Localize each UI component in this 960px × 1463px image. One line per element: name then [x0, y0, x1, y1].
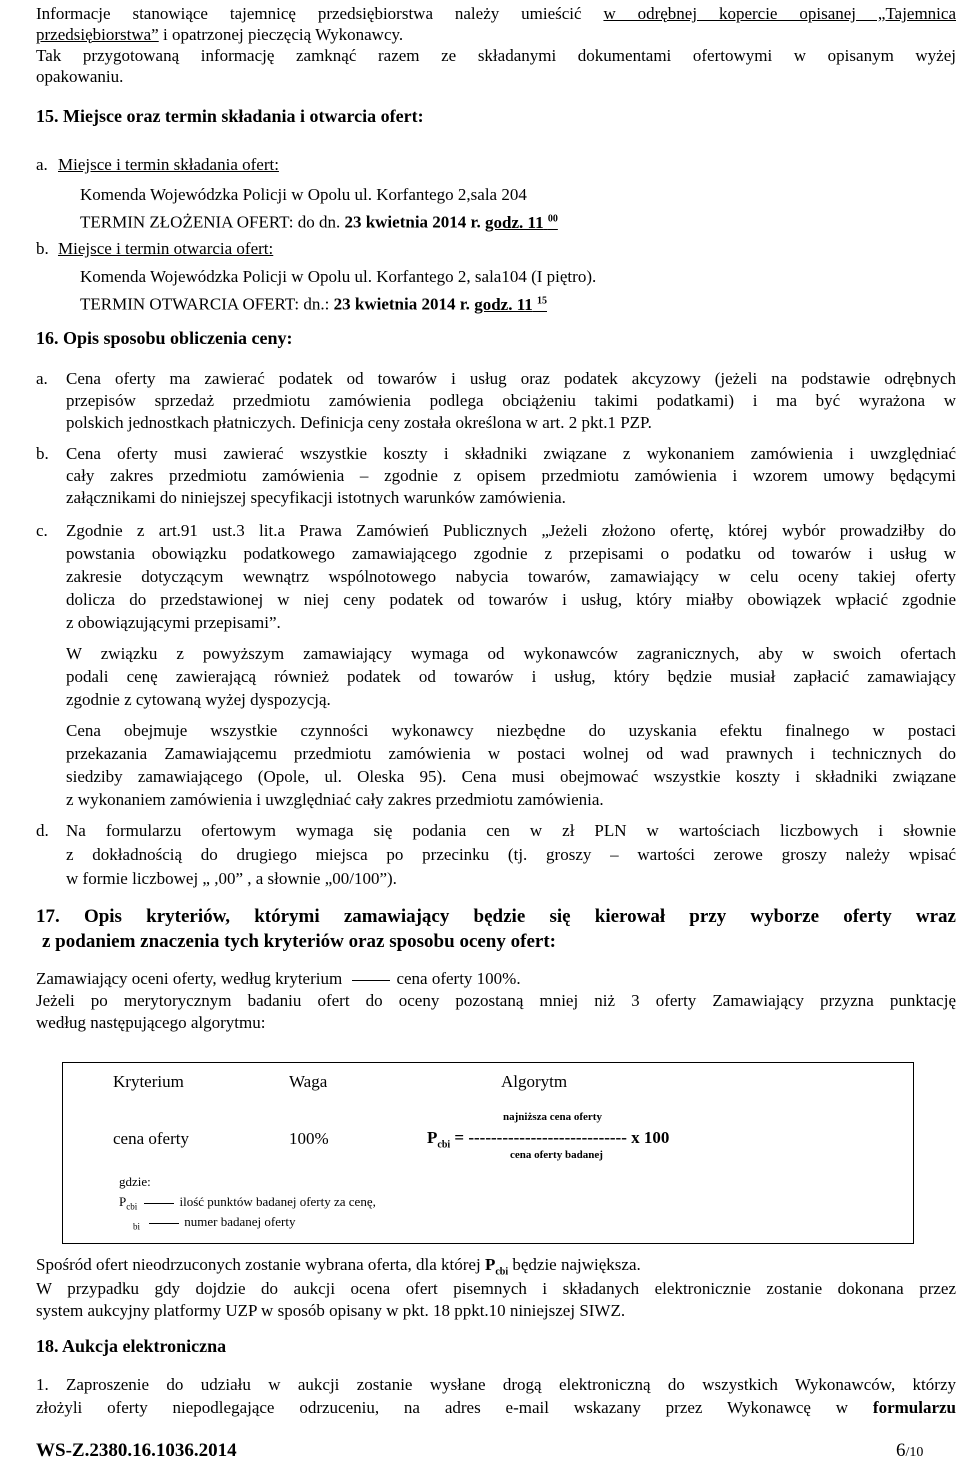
- table-row-waga: 100%: [289, 1129, 329, 1148]
- s18-p1-line-1: Zaproszenie do udziału w aukcji zostanie wysłane drogą elektroniczną do wszystkich Wykonawców, którzy: [66, 1375, 956, 1394]
- s17-paragraph-4-line-1: W przypadku gdy dojdzie do aukcji ocena ofert pisemnych i składanych elektronicznie zostanie dokonana przez: [36, 1279, 956, 1298]
- s16-b-line-3: załącznikami do niniejszej specyfikacji istotnych warunków zamówienia.: [66, 488, 566, 507]
- table-header-algorytm: Algorytm: [501, 1072, 568, 1091]
- s17-paragraph-4-line-2: system aukcyjny platformy UZP w sposób opisany w pkt. 18 ppkt.10 niniejszej SIWZ.: [36, 1301, 626, 1320]
- legend-line-2: $_{bi}$ numer badanej oferty: [133, 1214, 296, 1232]
- page-number: 6/10: [896, 1440, 924, 1461]
- formula-denominator: cena oferty badanej: [510, 1149, 603, 1161]
- s16-d-line-3: w formie liczbowej „ ,00” , a słownie „00/100”).: [66, 869, 397, 888]
- long-dash: [352, 980, 390, 981]
- s16-c-line-4: dolicza do przedstawionej w niej ceny podatek od towarów i usług, który miałby obowiązek wpłacić zgodnie: [66, 590, 956, 609]
- s16-c2-line-3: zgodnie z cytowaną wyżej dyspozycją.: [66, 690, 331, 709]
- section-18-heading: 18. Aukcja elektroniczna: [36, 1336, 227, 1356]
- intro-line-1: Informacje stanowiące tajemnicę przedsiębiorstwa należy umieścić w odrębnej kopercie opisanej „Tajemnica: [36, 4, 956, 23]
- intro-line-4: opakowaniu.: [36, 67, 124, 86]
- section-17-heading-1: 17. Opis kryteriów, którymi zamawiający będzie się kierował przy wyborze oferty wraz: [36, 906, 956, 927]
- s16-d-line-1: Na formularzu ofertowym wymaga się podania cen w zł PLN w wartościach liczbowych i słownie: [66, 821, 956, 840]
- s16-d-line-2: z dokładnością do drugiego miejsca po przecinku (tj. groszy – wartości zerowe groszy należy wpisać: [66, 845, 956, 864]
- s15-a-address: Komenda Wojewódzka Policji w Opolu ul. Korfantego 2,sala 204: [80, 185, 527, 204]
- s18-p1-line-2: złożyli oferty niepodlegające odrzuceniu, na adres e-mail wskazany przez Wykonawcę w formularzu: [36, 1398, 956, 1417]
- document-reference: WS-Z.2380.16.1036.2014: [36, 1440, 237, 1461]
- s16-c2-line-1: W związku z powyższym zamawiający wymaga od wykonawców zagranicznych, aby w swoich ofertach: [66, 644, 956, 663]
- formula: $P_{cbi}$ = ---------------------------- x 100: [427, 1128, 670, 1151]
- s16-a-marker: a.: [36, 369, 48, 388]
- s15-b-term: TERMIN OTWARCIA OFERT: dn.: 23 kwietnia 2014 r. godz. 11 $^{15}$: [80, 294, 547, 314]
- s16-c-marker: c.: [36, 521, 48, 540]
- s15-a-marker: a.: [36, 155, 48, 174]
- s16-d-marker: d.: [36, 821, 49, 840]
- s16-c3-line-3: siedziby zamawiającego (Opole, ul. Oleska 95). Cena musi obejmować wszystkie koszty i składniki związane: [66, 767, 956, 786]
- s17-paragraph-1: Zamawiający oceni oferty, według kryterium cena oferty 100%.: [36, 969, 521, 988]
- table-header-kryterium: Kryterium: [113, 1072, 184, 1091]
- s15-b-address: Komenda Wojewódzka Policji w Opolu ul. Korfantego 2, sala104 (I piętro).: [80, 267, 597, 286]
- s16-c-line-1: Zgodnie z art.91 ust.3 lit.a Prawa Zamówień Publicznych „Jeżeli złożono ofertę, której wybór prowadziłby do: [66, 521, 956, 540]
- s17-paragraph-2-line-1: Jeżeli po merytorycznym badaniu ofert do oceny pozostaną mniej niż 3 oferty Zamawiający przyzna punktację: [36, 991, 956, 1010]
- s17-paragraph-2-line-2: według następującego algorytmu:: [36, 1013, 266, 1032]
- s18-p1-marker: 1.: [36, 1375, 49, 1394]
- section-15-heading: 15. Miejsce oraz termin składania i otwarcia ofert:: [36, 106, 424, 126]
- legend-dash: [149, 1223, 179, 1224]
- legend-title: gdzie:: [119, 1174, 151, 1189]
- s16-c3-line-1: Cena obejmuje wszystkie czynności wykonawcy niezbędne do uzyskania efektu finalnego w postaci: [66, 721, 956, 740]
- s16-b-line-1: Cena oferty musi zawierać wszystkie koszty i składniki związane z wykonaniem zamówienia i uwzględniać: [66, 444, 956, 463]
- formula-numerator: najniższa cena oferty: [503, 1111, 602, 1123]
- table-row-kryterium: cena oferty: [113, 1129, 189, 1148]
- intro-line-3: Tak przygotowaną informację zamknąć razem ze składanymi dokumentami ofertowymi w opisanym wyżej: [36, 46, 956, 65]
- section-16-heading: 16. Opis sposobu obliczenia ceny:: [36, 328, 293, 348]
- s16-c-line-3: zakresie dotyczącym wewnątrz wspólnotowego nabycia towarów, zamawiający w celu oceny takiej oferty: [66, 567, 956, 586]
- s17-paragraph-3: Spośród ofert nieodrzuconych zostanie wybrana oferta, dla której $P_{cbi}$ będzie największa.: [36, 1255, 641, 1278]
- s16-c3-line-4: z wykonaniem zamówienia i uwzględniać cały zakres przedmiotu zamówienia.: [66, 790, 604, 809]
- s16-c2-line-2: podali cenę zawierającą również podatek od towarów i usług, który będzie musiał zapłacić zamawiający: [66, 667, 956, 686]
- table-header-waga: Waga: [289, 1072, 328, 1091]
- s15-b-marker: b.: [36, 239, 49, 258]
- s16-c-line-5: z obowiązującymi przepisami”.: [66, 613, 281, 632]
- s15-a-term: TERMIN ZŁOŻENIA OFERT: do dn. 23 kwietnia 2014 r. godz. 11 $^{00}$: [80, 212, 558, 232]
- s15-a-title: Miejsce i termin składania ofert:: [58, 155, 279, 174]
- legend-dash: [144, 1203, 174, 1204]
- s16-c-line-2: powstania obowiązku podatkowego zamawiającego zgodnie z przepisami o podatku od towarów i usług w: [66, 544, 956, 563]
- s15-b-title: Miejsce i termin otwarcia ofert:: [58, 239, 274, 258]
- s16-c3-line-2: przekazania Zamawiającemu przedmiotu zamówienia w postaci wolnej od wad prawnych i technicznych do: [66, 744, 956, 763]
- s16-a-line-1: Cena oferty ma zawierać podatek od towarów i usług oraz podatek akcyzowy (jeżeli na podstawie odrębnych: [66, 369, 956, 388]
- legend-line-1: $P_{cbi}$ ilość punktów badanej oferty za cenę,: [119, 1194, 376, 1212]
- s16-b-marker: b.: [36, 444, 49, 463]
- section-17-heading-2: z podaniem znaczenia tych kryteriów oraz sposobu oceny ofert:: [42, 931, 556, 952]
- s16-b-line-2: cały zakres przedmiotu zamówienia – zgodnie z opisem przedmiotu zamówienia i wzorem umowy będącymi: [66, 466, 956, 485]
- s16-a-line-2: przepisów sprzedaż przedmiotu zamówienia podlega obciążeniu takimi podatkami) i ma być wyrażona w: [66, 391, 956, 410]
- s16-a-line-3: polskich jednostkach płatniczych. Definicja ceny została określona w art. 2 pkt.1 PZP.: [66, 413, 652, 432]
- algorithm-table: [62, 1062, 914, 1244]
- intro-line-2: przedsiębiorstwa” i opatrzonej pieczęcią Wykonawcy.: [36, 25, 404, 44]
